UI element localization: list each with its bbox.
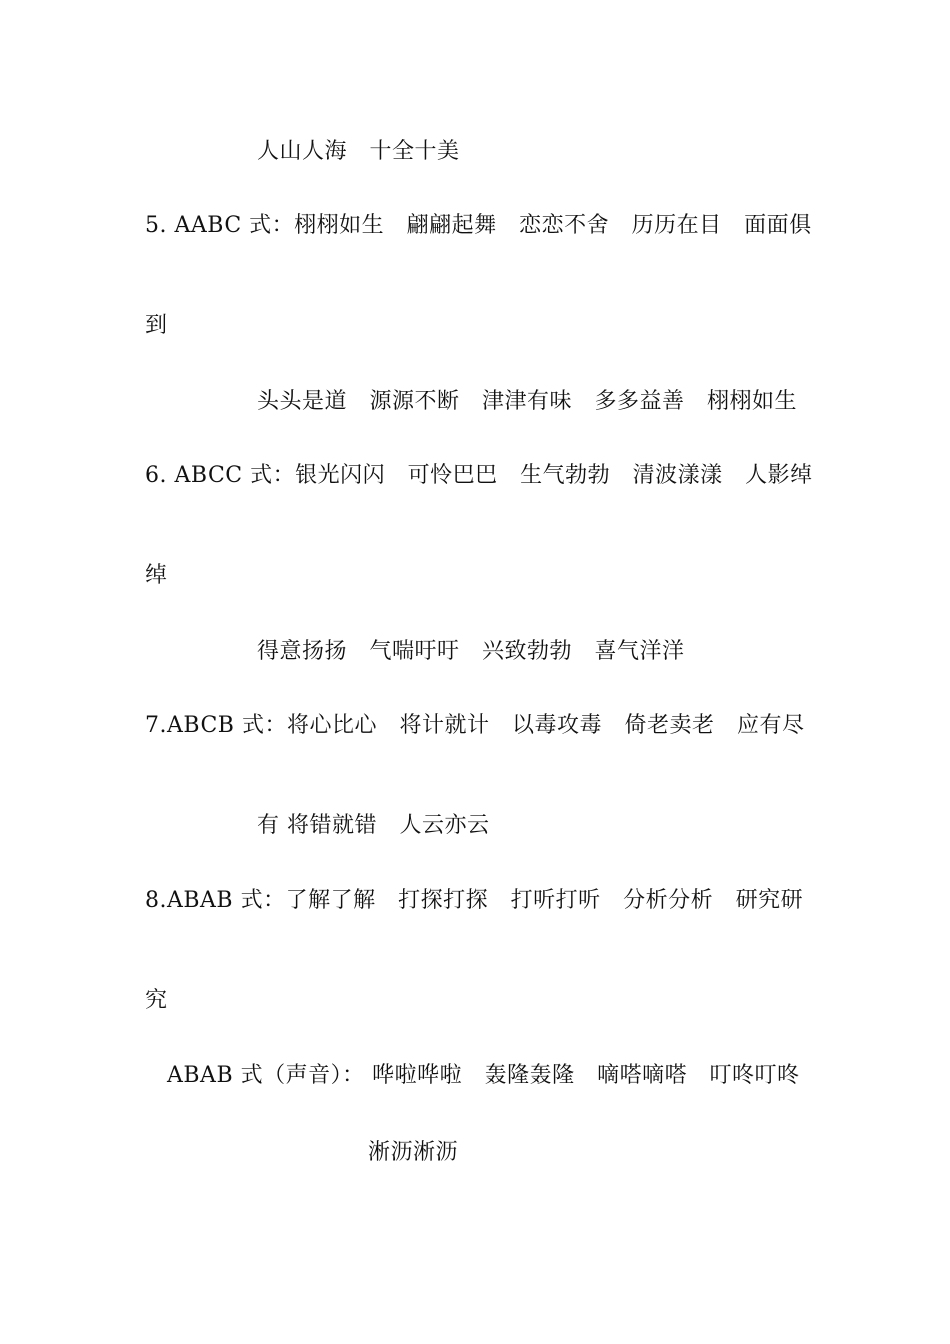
text-line: 到 bbox=[145, 313, 168, 338]
section-6-heading-line: 6. ABCC 式：银光闪闪 可怜巴巴 生气勃勃 清波漾漾 人影绰 bbox=[145, 463, 813, 488]
section-5-heading-line: 5. AABC 式：栩栩如生 翩翩起舞 恋恋不舍 历历在目 面面俱 bbox=[145, 213, 812, 238]
text-line: 究 bbox=[145, 988, 168, 1013]
text-line: 头头是道 源源不断 津津有味 多多益善 栩栩如生 bbox=[257, 389, 798, 414]
text-line: 淅沥淅沥 bbox=[368, 1140, 459, 1165]
text-line: 绰 bbox=[145, 563, 168, 588]
text-line: 人山人海 十全十美 bbox=[257, 139, 460, 164]
text-line: 有 将错就错 人云亦云 bbox=[257, 813, 490, 838]
section-8-heading-line: 8.ABAB 式：了解了解 打探打探 打听打听 分析分析 研究研 bbox=[145, 888, 804, 913]
section-7-heading-line: 7.ABCB 式：将心比心 将计就计 以毒攻毒 倚老卖老 应有尽 bbox=[145, 713, 805, 738]
text-line: 得意扬扬 气喘吁吁 兴致勃勃 喜气洋洋 bbox=[257, 639, 685, 664]
sound-abab-heading-line: ABAB 式（声音）： 哗啦哗啦 轰隆轰隆 嘀嗒嘀嗒 叮咚叮咚 bbox=[167, 1063, 800, 1088]
